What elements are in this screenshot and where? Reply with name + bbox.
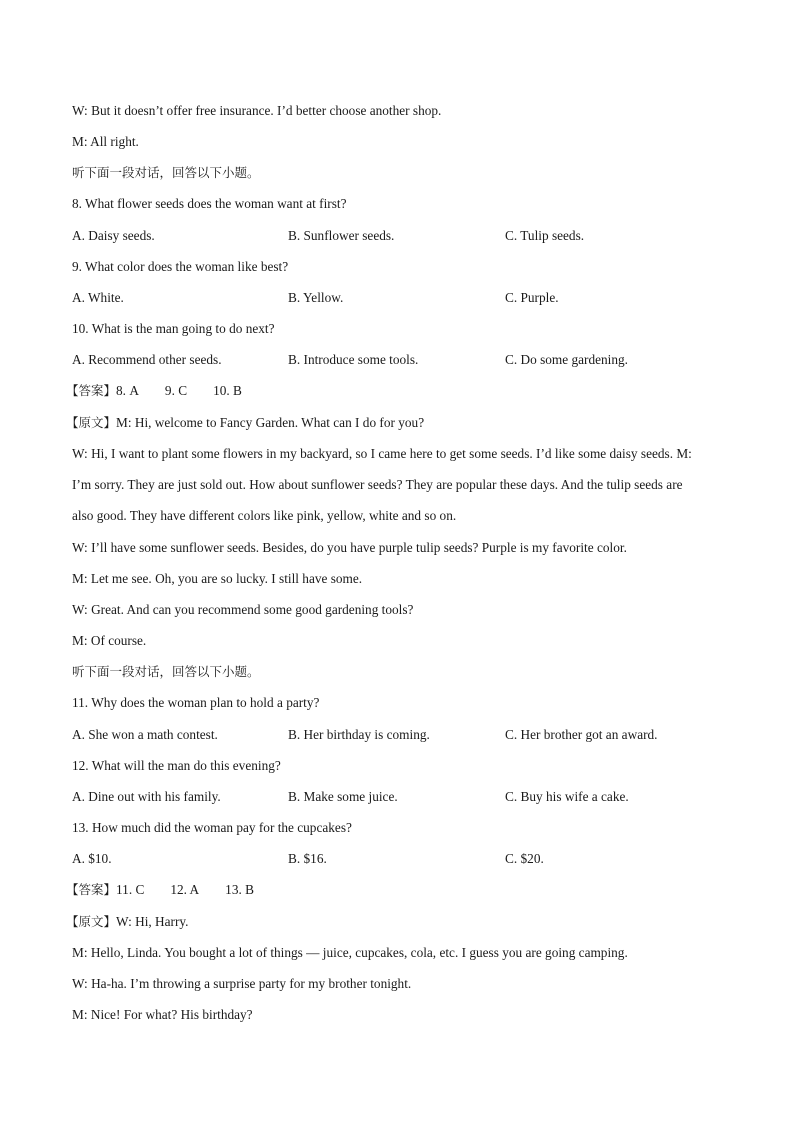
transcript-line: M: Let me see. Oh, you are so lucky. I still have some. bbox=[72, 571, 363, 586]
answer-item: 10. B bbox=[213, 383, 242, 398]
transcript-line: M: Hi, welcome to Fancy Garden. What can I do for you? bbox=[116, 415, 425, 430]
transcript-line: W: Hi, I want to plant some flowers in my backyard, so I came here to get some seeds. I’d like some daisy seeds. M: bbox=[72, 446, 692, 461]
section-instruction: 听下面一段对话，回答以下小题。 bbox=[72, 664, 260, 679]
option-b: B. Make some juice. bbox=[288, 789, 398, 804]
option-a: A. Dine out with his family. bbox=[72, 789, 221, 804]
options-row bbox=[72, 228, 732, 244]
dialogue-line: M: All right. bbox=[72, 134, 139, 149]
answer-item: 12. A bbox=[170, 882, 200, 897]
transcript-line: W: Great. And can you recommend some good gardening tools? bbox=[72, 602, 414, 617]
transcript-first-line bbox=[66, 914, 734, 930]
transcript-line: W: I’ll have some sunflower seeds. Besides, do you have purple tulip seeds? Purple is my favorite color. bbox=[72, 540, 627, 555]
section-instruction: 听下面一段对话，回答以下小题。 bbox=[72, 165, 260, 180]
question-10: 10. What is the man going to do next? bbox=[72, 321, 275, 336]
original-label: 【原文】 bbox=[66, 415, 117, 430]
options-row bbox=[72, 352, 732, 368]
option-a: A. $10. bbox=[72, 851, 112, 866]
answer-item: 11. C bbox=[116, 882, 145, 897]
transcript-line: I’m sorry. They are just sold out. How about sunflower seeds? They are popular these days. And the tulip seeds are bbox=[72, 477, 683, 492]
options-row bbox=[72, 789, 732, 805]
transcript-line: M: Nice! For what? His birthday? bbox=[72, 1007, 253, 1022]
question-13: 13. How much did the woman pay for the cupcakes? bbox=[72, 820, 352, 835]
option-c: C. Her brother got an award. bbox=[505, 727, 658, 742]
option-c: C. Buy his wife a cake. bbox=[505, 789, 629, 804]
option-a: A. White. bbox=[72, 290, 124, 305]
option-b: B. $16. bbox=[288, 851, 327, 866]
transcript-line: W: Hi, Harry. bbox=[116, 914, 189, 929]
transcript-line: M: Of course. bbox=[72, 633, 147, 648]
transcript-line: also good. They have different colors like pink, yellow, white and so on. bbox=[72, 508, 457, 523]
answer-line bbox=[66, 383, 734, 399]
transcript-first-line bbox=[66, 415, 734, 431]
option-a: A. Recommend other seeds. bbox=[72, 352, 222, 367]
original-label: 【原文】 bbox=[66, 914, 117, 929]
option-a: A. She won a math contest. bbox=[72, 727, 218, 742]
answer-item: 8. A bbox=[116, 383, 139, 398]
answer-label: 【答案】 bbox=[66, 882, 117, 897]
option-c: C. Tulip seeds. bbox=[505, 228, 585, 243]
question-8: 8. What flower seeds does the woman want at first? bbox=[72, 196, 347, 211]
option-b: B. Her birthday is coming. bbox=[288, 727, 430, 742]
options-row bbox=[72, 851, 732, 867]
option-b: B. Introduce some tools. bbox=[288, 352, 419, 367]
question-11: 11. Why does the woman plan to hold a party? bbox=[72, 695, 320, 710]
option-a: A. Daisy seeds. bbox=[72, 228, 155, 243]
dialogue-line: W: But it doesn’t offer free insurance. I’d better choose another shop. bbox=[72, 103, 442, 118]
answer-item: 9. C bbox=[164, 383, 188, 398]
option-c: C. Do some gardening. bbox=[505, 352, 628, 367]
answer-item: 13. B bbox=[225, 882, 254, 897]
question-9: 9. What color does the woman like best? bbox=[72, 259, 289, 274]
option-c: C. $20. bbox=[505, 851, 544, 866]
options-row bbox=[72, 290, 732, 306]
option-b: B. Sunflower seeds. bbox=[288, 228, 395, 243]
answer-label: 【答案】 bbox=[66, 383, 117, 398]
transcript-line: W: Ha-ha. I’m throwing a surprise party for my brother tonight. bbox=[72, 976, 412, 991]
transcript-line: M: Hello, Linda. You bought a lot of things — juice, cupcakes, cola, etc. I guess you are going camping. bbox=[72, 945, 628, 960]
question-12: 12. What will the man do this evening? bbox=[72, 758, 281, 773]
answer-line bbox=[66, 882, 734, 898]
options-row bbox=[72, 727, 732, 743]
option-c: C. Purple. bbox=[505, 290, 559, 305]
option-b: B. Yellow. bbox=[288, 290, 344, 305]
